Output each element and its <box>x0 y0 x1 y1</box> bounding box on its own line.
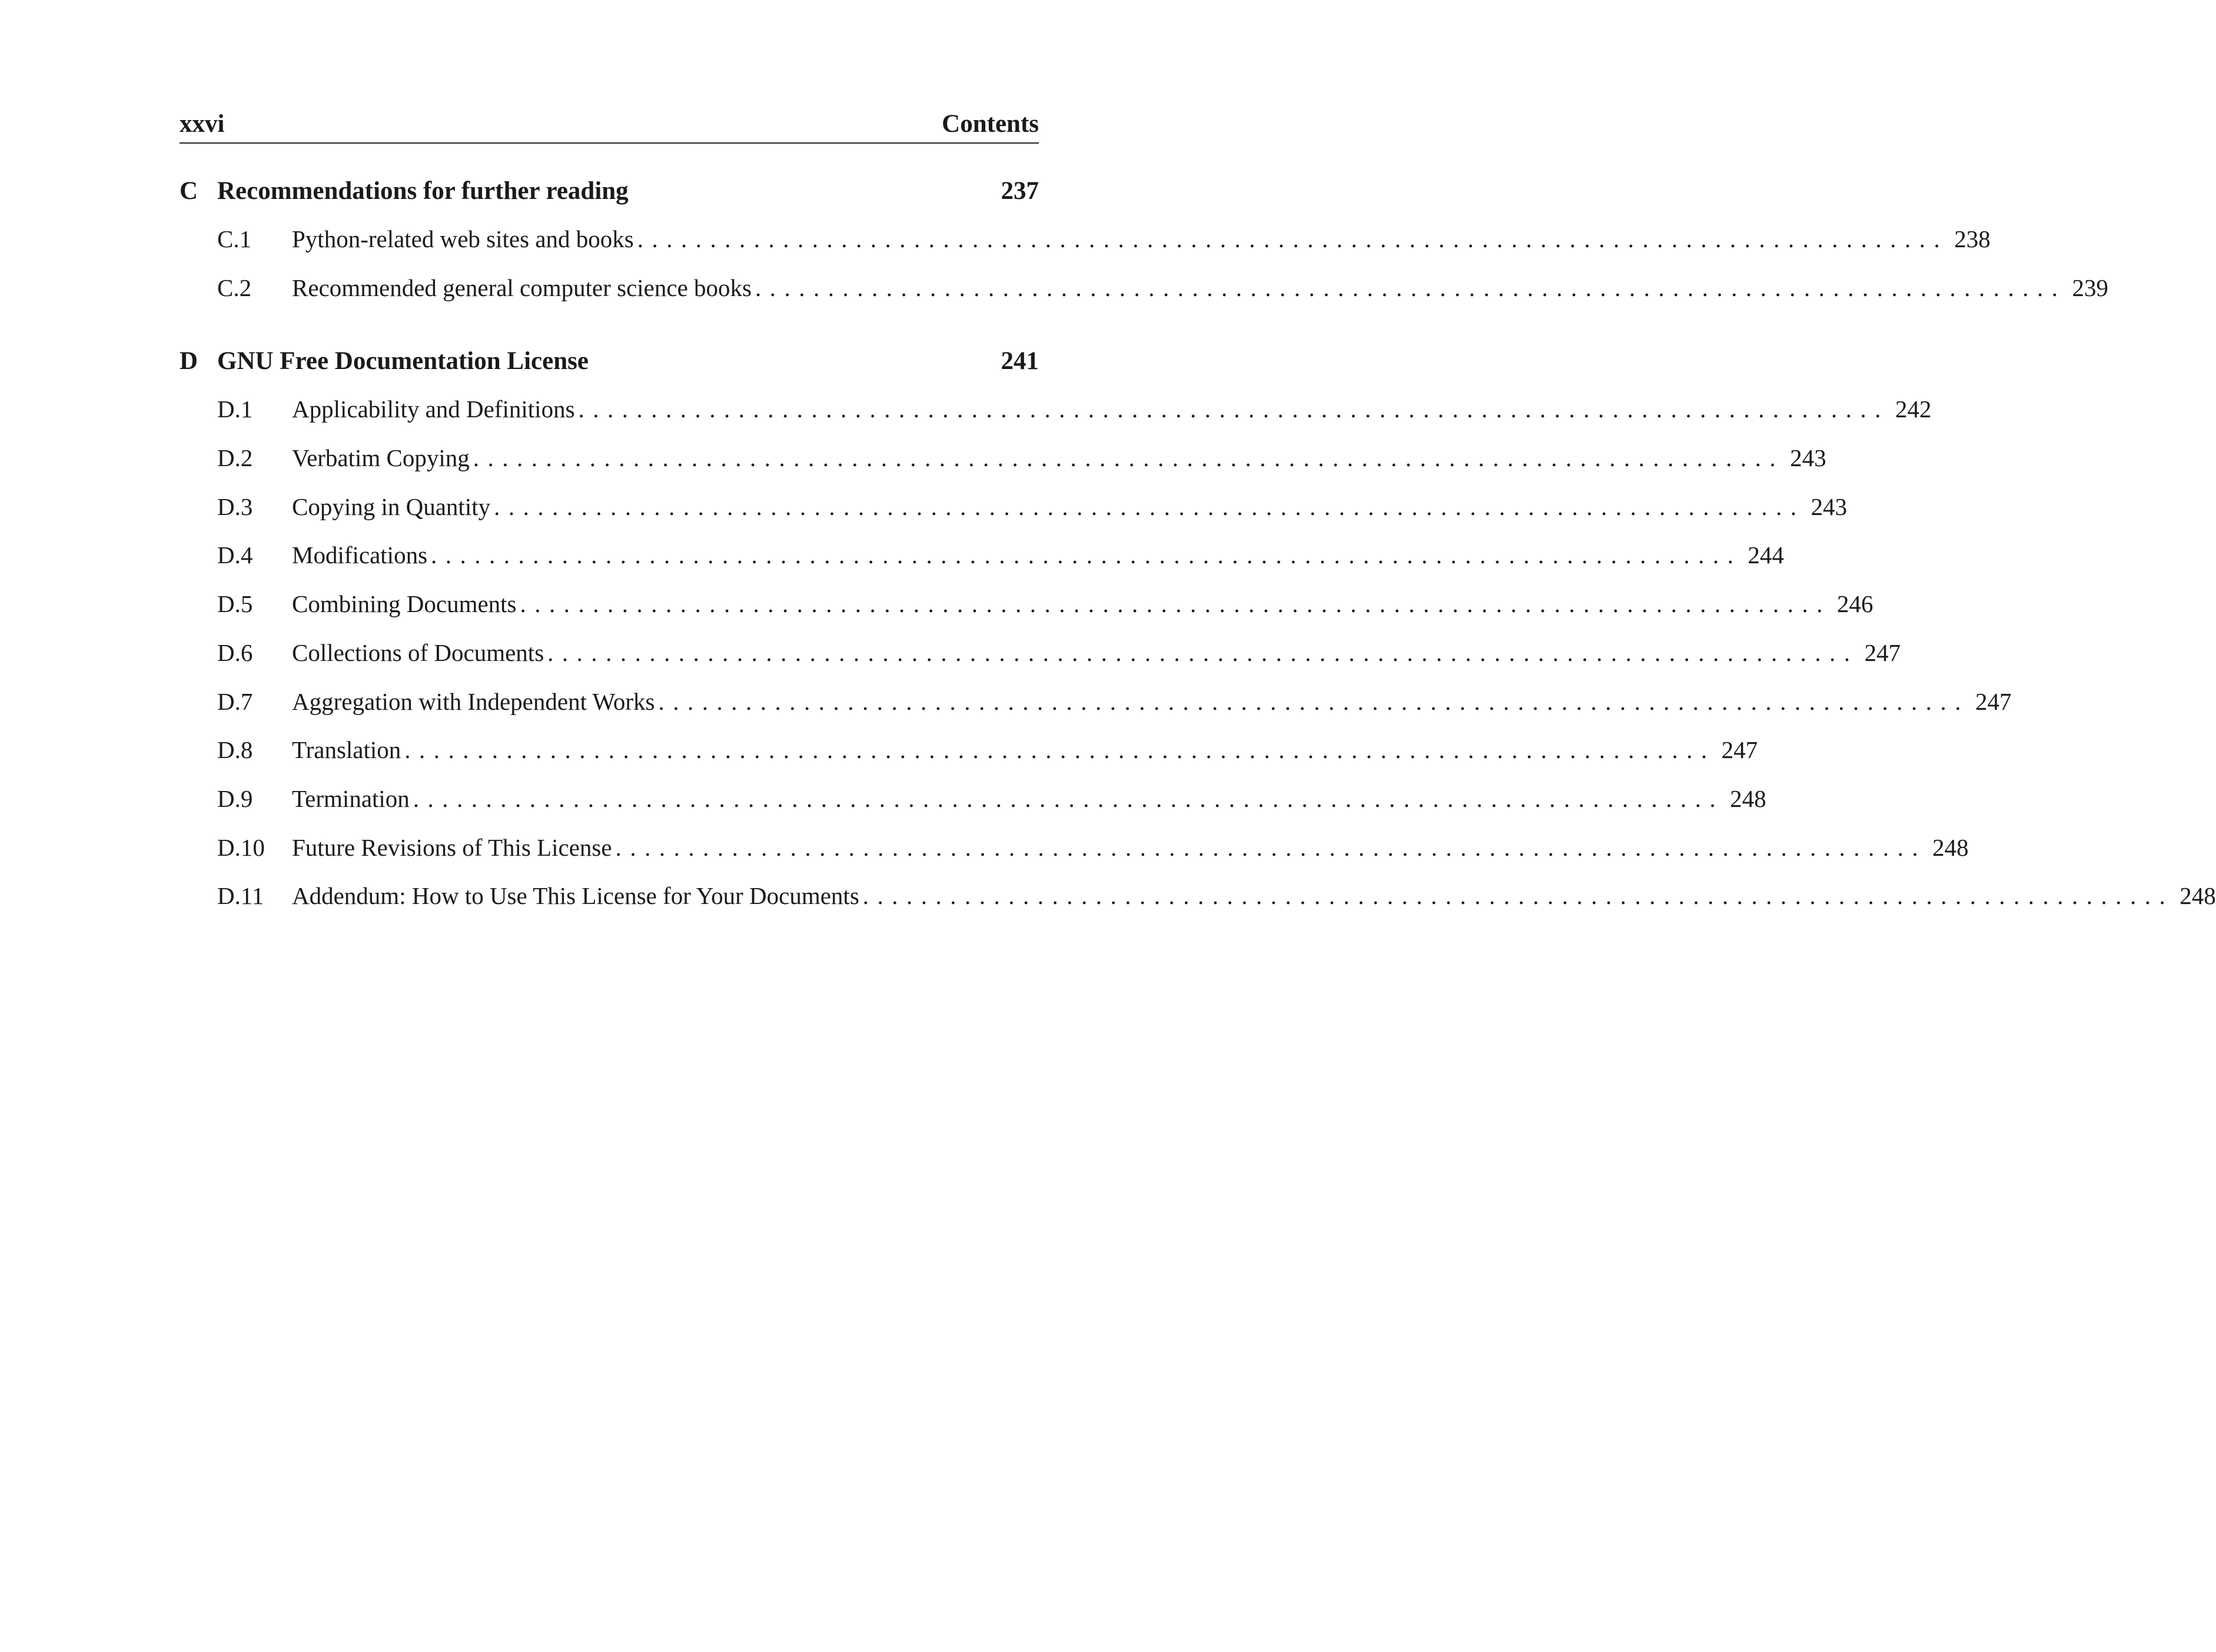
section-entry-d10[interactable] <box>180 833 1969 882</box>
section-title: Addendum: How to Use This License for Your Documents <box>292 882 863 910</box>
section-entry-d7[interactable] <box>180 687 2012 736</box>
section-title: Copying in Quantity <box>292 493 494 521</box>
section-number: D.1 <box>217 395 253 423</box>
section-page: 247 <box>1716 736 1758 764</box>
chapter-page: 241 <box>1001 347 1039 375</box>
dot-leader: .......................................................................................... <box>404 736 1716 764</box>
section-title: Collections of Documents <box>292 639 547 667</box>
section-page: 239 <box>2066 274 2108 302</box>
running-title: Contents <box>942 110 1039 138</box>
section-title: Future Revisions of This License <box>292 833 616 862</box>
dot-leader: .......................................................................................... <box>615 833 1927 861</box>
section-entry-d8[interactable] <box>180 736 1758 785</box>
chapter-letter: C <box>180 177 198 205</box>
section-entry-c2[interactable] <box>180 274 2108 323</box>
section-title: Python-related web sites and books <box>292 225 637 253</box>
chapter-title: GNU Free Documentation License <box>217 347 589 375</box>
section-entry-d1[interactable] <box>180 395 1932 444</box>
dot-leader: .......................................................................................... <box>547 639 1859 666</box>
dot-leader: .......................................................................................... <box>658 687 1970 715</box>
page-number-label: xxvi <box>180 110 225 138</box>
dot-leader: .......................................................................................... <box>578 395 1890 423</box>
section-page: 238 <box>1948 225 1991 253</box>
section-number: C.2 <box>217 274 252 301</box>
section-title: Translation <box>292 736 404 764</box>
section-number: D.9 <box>217 785 253 812</box>
section-number: C.1 <box>217 225 252 252</box>
section-number: D.6 <box>217 639 253 666</box>
section-page: 243 <box>1805 493 1848 521</box>
dot-leader: .......................................................................................... <box>431 541 1742 569</box>
section-entry-d2[interactable] <box>180 444 1826 493</box>
section-entry-c1[interactable] <box>180 225 1991 274</box>
section-title: Verbatim Copying <box>292 444 473 472</box>
section-entry-d11[interactable] <box>180 882 2216 930</box>
section-entry-d5[interactable] <box>180 590 1873 639</box>
section-number: D.11 <box>217 882 264 910</box>
section-entry-d9[interactable] <box>180 785 1766 833</box>
dot-leader: .......................................................................................... <box>637 225 1949 252</box>
toc-page <box>180 106 2216 930</box>
section-number: D.7 <box>217 687 253 715</box>
section-title: Recommended general computer science books <box>292 274 755 302</box>
section-number: D.5 <box>217 590 253 618</box>
dot-leader: .......................................................................................... <box>413 785 1725 812</box>
section-page: 247 <box>1859 639 1901 667</box>
section-title: Applicability and Definitions <box>292 395 579 423</box>
section-number: D.10 <box>217 833 265 861</box>
section-page: 244 <box>1742 541 1785 569</box>
chapter-block-d <box>180 347 2216 930</box>
section-entry-d3[interactable] <box>180 493 1848 541</box>
section-number: D.8 <box>217 736 253 764</box>
dot-leader: .......................................................................................... <box>862 882 2174 910</box>
section-page: 242 <box>1889 395 1932 423</box>
section-number: D.4 <box>217 541 253 569</box>
chapter-page: 237 <box>1001 177 1039 205</box>
section-title: Combining Documents <box>292 590 520 618</box>
dot-leader: .......................................................................................... <box>494 493 1805 520</box>
chapter-block-c <box>180 177 2108 322</box>
section-page: 248 <box>1724 785 1766 813</box>
section-page: 248 <box>2174 882 2216 910</box>
section-number: D.3 <box>217 493 253 520</box>
chapter-entry-c[interactable] <box>180 177 1039 225</box>
section-entry-d6[interactable] <box>180 639 1901 687</box>
section-page: 243 <box>1784 444 1826 472</box>
running-header <box>180 106 1039 144</box>
section-number: D.2 <box>217 444 253 472</box>
chapter-entry-d[interactable] <box>180 347 1039 395</box>
section-entry-d4[interactable] <box>180 541 1785 590</box>
chapter-title: Recommendations for further reading <box>217 177 629 205</box>
dot-leader: .......................................................................................... <box>520 590 1832 618</box>
section-title: Modifications <box>292 541 431 569</box>
chapter-letter: D <box>180 347 198 375</box>
section-title: Termination <box>292 785 413 813</box>
dot-leader: .......................................................................................... <box>755 274 2067 301</box>
section-page: 247 <box>1969 687 2012 716</box>
section-page: 246 <box>1831 590 1873 618</box>
section-page: 248 <box>1926 833 1969 862</box>
section-title: Aggregation with Independent Works <box>292 687 659 716</box>
dot-leader: .......................................................................................... <box>473 444 1785 472</box>
